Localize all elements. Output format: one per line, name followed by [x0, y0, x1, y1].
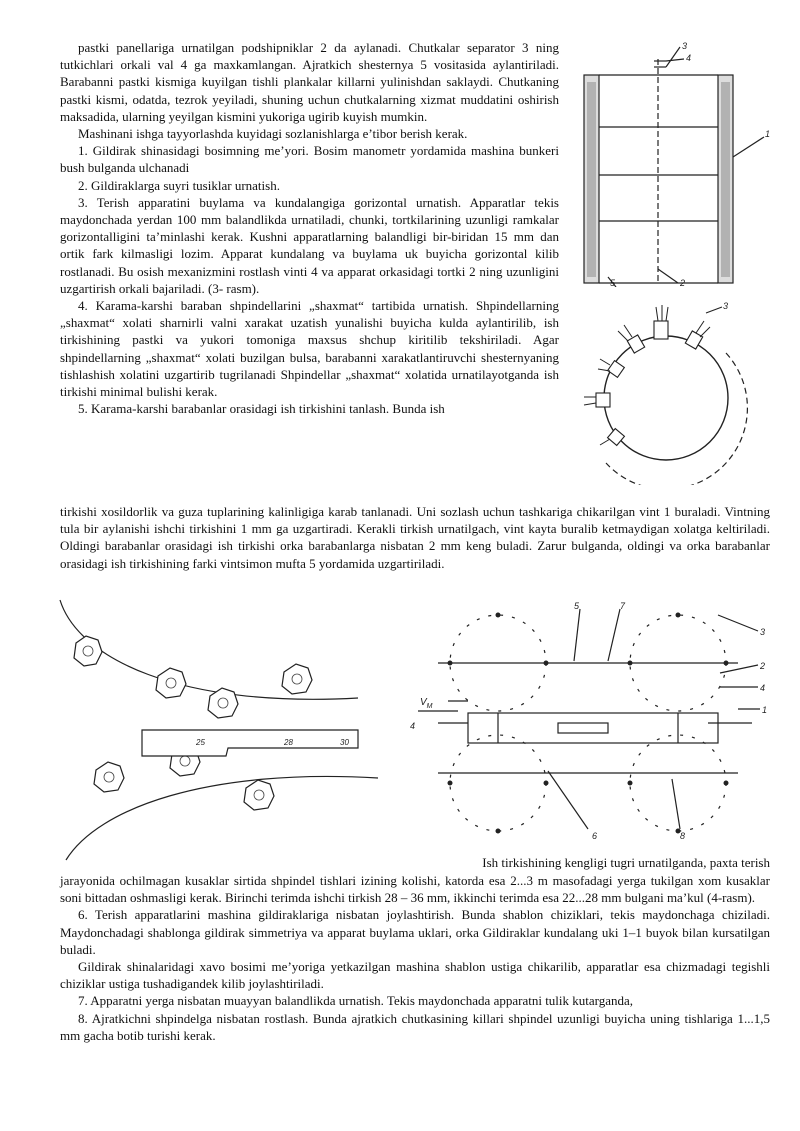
paragraph: 2. Gildiraklarga suyri tusiklar urnatish. — [78, 177, 280, 193]
paragraph: 8. Ajratkichni shpindelga nisbatan rostlash. Bunda ajratkich chutkasining killari shpindel uzunligi buyicha uning tishlariga 1...1,5 mm gacha botib turishi kerak. — [60, 1010, 770, 1043]
paragraph: Mashinani ishga tayyorlashda kuyidagi sozlanishlarga e’tibor berish kerak. — [78, 126, 468, 142]
scale-30: 30 — [340, 738, 349, 747]
paragraph: 7. Apparatni yerga nisbatan muayyan balandlikda urnatish. Tekis maydonchada apparatni tulik kutarganda, — [78, 993, 634, 1009]
label-1: 1 — [762, 705, 768, 715]
label-2: 2 — [680, 278, 686, 287]
paragraph: Gildirak shinalaridagi xavo bosimi me’yoriga yetkazilgan mashina shablon ustiga chikarilib, apparatlar esa chizmadagi tegishli chiziklar ustiga tushadigandek kilib joylashtiriladi. — [60, 959, 770, 992]
drum-side-view-figure — [566, 37, 773, 287]
label-7: 7 — [620, 601, 626, 611]
velocity-label: $V_M$ — [420, 697, 433, 710]
paragraph: 4. Karama-karshi baraban shpindellarini „shaxmat“ tartibida urnatish. Shpindellarning „shaxmat“ xolati sharnirli valni xarakat uzatish yunalishi buyicha kulda aylantirilib, ish tirkishining pastki va yukori tomoniga maxsus shchup kiritilib tekshiriladi. Agar shpindellarning „shaxmat“ xolati buzilgan bulsa, barabanni xarakatlantiruvchi shesternyaning tishlashish xolatini uzgartirib tugrilanadi Shpindellar „shaxmat“ xolatida urnatilayotganda ish tirkishi minimal bulishi kerak. — [60, 298, 559, 400]
text-block-upper — [60, 39, 559, 417]
label-6: 6 — [592, 831, 598, 841]
paragraph: jarayonida ochilmagan kusaklar sirtida shpindel tishlari izining kolishi, katorda esa 2...3 m masofadagi yerga tukilgan xom kusaklar soni bittadan oshmasligi kerak. Birinchi terimda ishchi tirkish 28 – 36 mm, ikkinchi terimda esa 22...28 mm bulgani ma’kul (4-rasm). — [60, 873, 770, 906]
paragraph: 1. Gildirak shinasidagi bosimning me’yori. Bosim manometr yordamida mashina bunkeri bush bulganda ulchanadi — [60, 143, 559, 176]
label-8: 8 — [680, 831, 686, 841]
paragraph: 6. Terish apparatlarini mashina gildiraklariga nisbatan joylashtirish. Bunda shablon chiziklari, tekis maydonchaga chiziladi. Maydonchadagi shablonga gildirak simmetriya va apparat buylama uklari, orka Gildiraklar kundalang uki 1–1 buyok bilan kursatilgan buladi. — [60, 907, 770, 957]
label-3: 3 — [682, 41, 688, 51]
paragraph: 3. Terish apparatini buylama va kundalangiga gorizontal urnatish. Apparatlar tekis maydonchada yerdan 100 mm balandlikda urnatiladi, chunki, tortkilarining uzunligi ramkalar gorizontalligini ta’minlashi kerak. Kushni apparatlarning balandligi bir-biridan 15 mm dan ortik fark kilmasligi lozim. Apparat kundalang va buylama uk buyicha gorizontal kilib rostlanadi. Bu osish mexanizmini rostlash vinti 4 va apparat orkasidagi tortki 2 ning uzunligini uzgartirish orkali bajariladi. (3- rasm). — [60, 194, 559, 296]
label-3: 3 — [723, 301, 729, 311]
label-4-left: 4 — [410, 721, 416, 731]
paragraph: 5. Karama-karshi barabanlar orasidagi ish tirkishini tanlash. Bunda ish — [78, 401, 445, 417]
scale-28: 28 — [284, 738, 293, 747]
label-5: 5 — [610, 278, 616, 287]
text-line-fig-caption — [396, 854, 770, 871]
apparatus-frame-figure — [408, 601, 772, 851]
text-block-lower — [60, 872, 770, 1044]
drum-circle-figure — [566, 293, 773, 485]
label-2: 2 — [760, 661, 766, 671]
spindle-gap-figure — [58, 598, 392, 862]
scale-25: 25 — [196, 738, 205, 747]
paragraph: pastki panellariga urnatilgan podshipniklar 2 da aylanadi. Chutkalar separator 3 ning tutkichlari orkali val 4 ga maxkamlangan. Ajratkich shesternya 5 vositasida aylantiriladi. Barabanni pastki kismiga kuyilgan tishli plankalar killarni yulinishdan saklaydi. Chutkaning pastki kismi, odatda, tezrok yeyiladi, shuning uchun chutkalarning xizmat muddatini oshirish maksadida, ularning yeyilgan kismini yukoriga ugirib kuyish mumkin. — [60, 40, 559, 124]
label-4-right: 4 — [760, 683, 766, 693]
paragraph: Ish tirkishining kengligi tugri urnatilganda, paxta terish — [482, 855, 770, 870]
label-5: 5 — [574, 601, 580, 611]
paragraph: tirkishi xosildorlik va guza tuplarining kalinligiga karab tanlanadi. Uni sozlash uchun tashkariga chikarilgan vint 1 buraladi. Vintning tula bir aylanishi ishchi tirkishini 1 mm ga uzgartiradi. Kerakli tirkish urnatilgach, vint kayta buralib ketmaydigan xolatga keltiriladi. Oldingi barabanlar orasidagi ish tirkishi orka barabanlarga nisbatan 2 mm keng buladi. Zarur bulganda, oldingi va orka barabanlar orasidagi ish tirkishining farki vintsimon mufta 5 yordamida uzgartiriladi. — [60, 504, 770, 571]
label-1: 1 — [765, 129, 771, 139]
label-4: 4 — [686, 53, 692, 63]
label-3: 3 — [760, 627, 766, 637]
text-block-middle — [60, 503, 770, 572]
